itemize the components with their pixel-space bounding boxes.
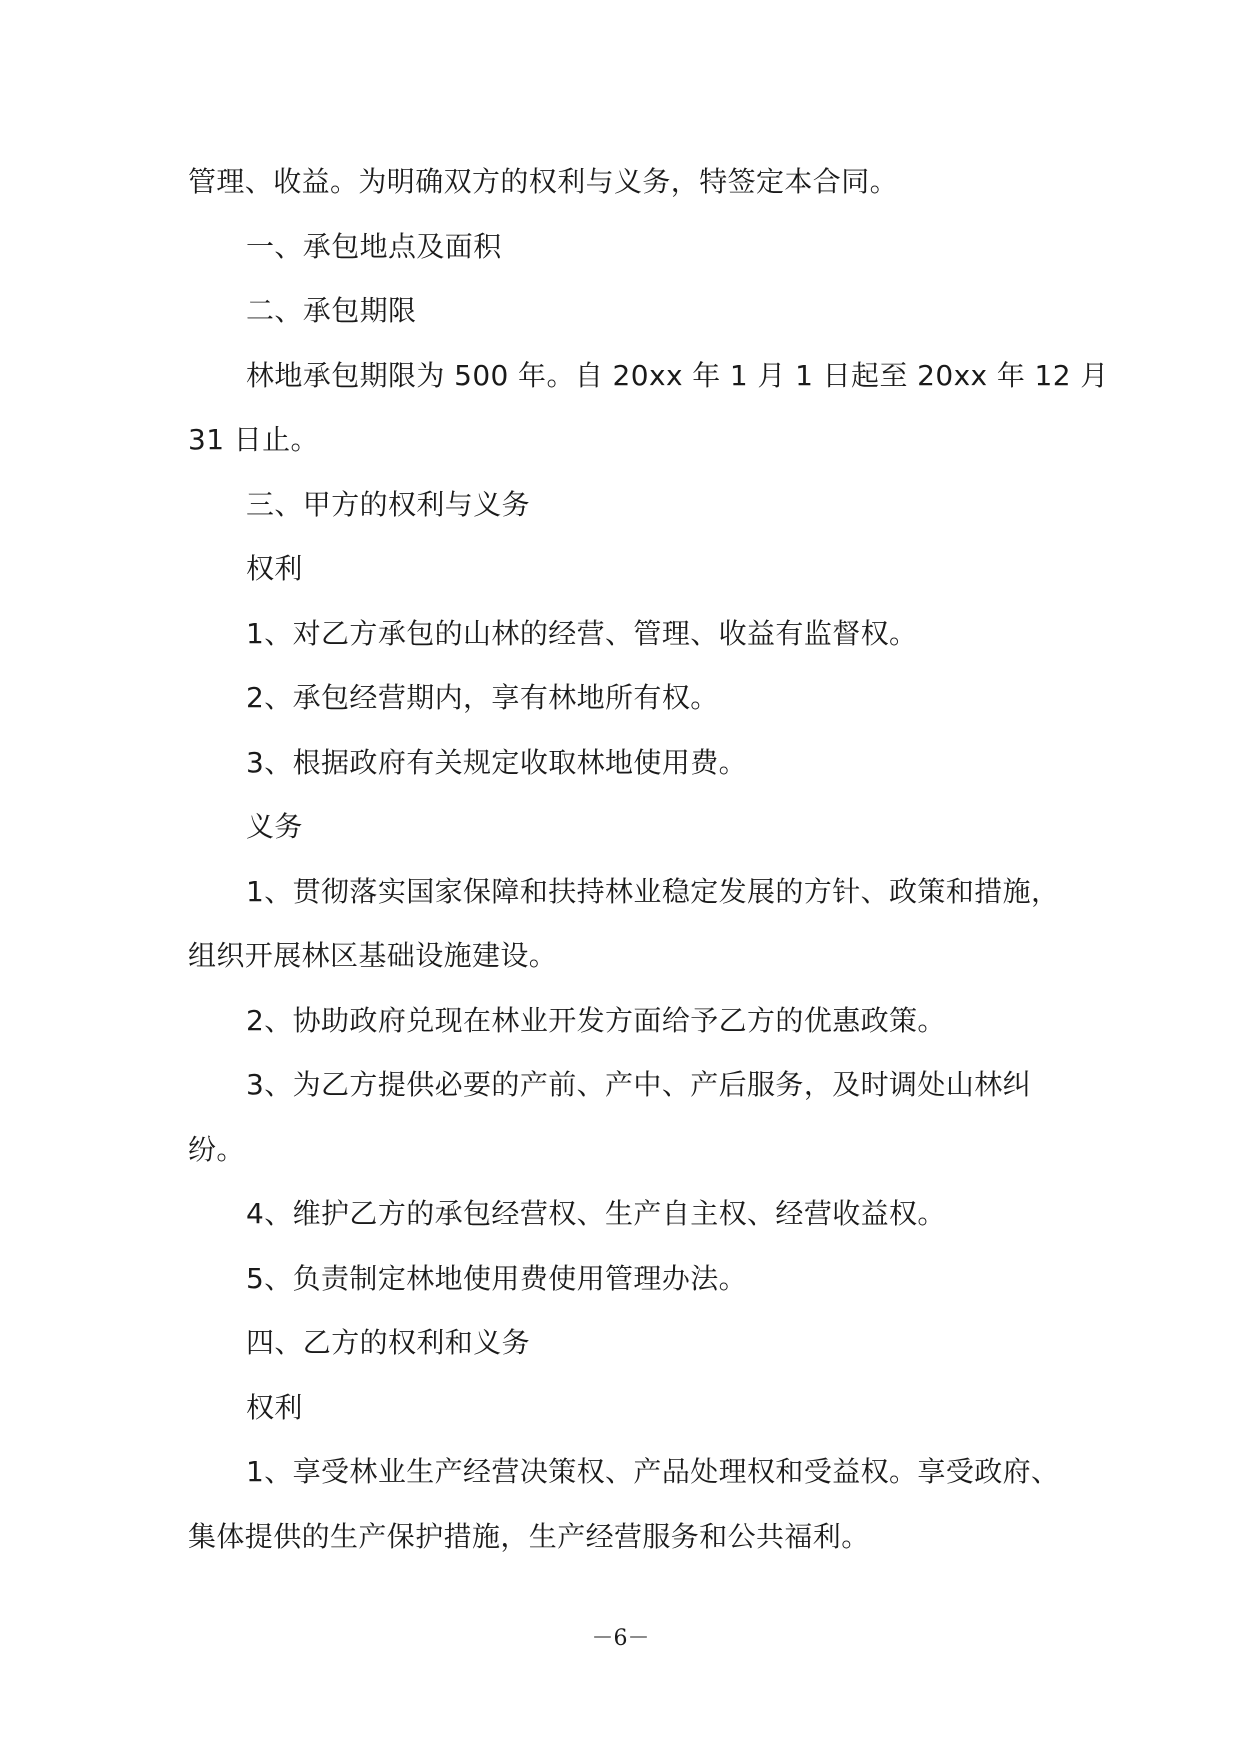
list-item: 5、负责制定林地使用费使用管理办法。 [246,1261,748,1295]
subheading-rights: 权利 [246,552,303,585]
subheading-obligations: 义务 [246,810,303,843]
paragraph-line: 纷。 [188,1132,245,1166]
section-heading-location-area: 一、承包地点及面积 [246,229,502,263]
list-item: 2、承包经营期内，享有林地所有权。 [246,681,719,714]
section-heading-party-b: 四、乙方的权利和义务 [246,1326,531,1359]
document-body [188,150,1109,1569]
list-item: 3、为乙方提供必要的产前、产中、产后服务，及时调处山林纠 [246,1068,1032,1101]
list-item: 4、维护乙方的承包经营权、生产自主权、经营收益权。 [246,1197,946,1230]
section-heading-party-a: 三、甲方的权利与义务 [246,487,531,521]
list-item: 1、享受林业生产经营决策权、产品处理权和受益权。享受政府、 [246,1455,1060,1488]
subheading-rights: 权利 [246,1390,303,1424]
paragraph-line: 集体提供的生产保护措施，生产经营服务和公共福利。 [188,1519,870,1553]
list-item: 1、贯彻落实国家保障和扶持林业稳定发展的方针、政策和措施， [246,874,1060,908]
page-number: －6－ [591,1626,650,1651]
section-heading-term: 二、承包期限 [246,294,417,327]
paragraph-line: 组织开展林区基础设施建设。 [188,939,558,972]
paragraph-line: 31 日止。 [188,423,319,456]
paragraph-line: 林地承包期限为 500 年。自 20xx 年 1 月 1 日起至 20xx 年 12 月 [246,358,1109,392]
list-item: 1、对乙方承包的山林的经营、管理、收益有监督权。 [246,616,918,650]
list-item: 3、根据政府有关规定收取林地使用费。 [246,745,748,779]
list-item: 2、协助政府兑现在林业开发方面给予乙方的优惠政策。 [246,1003,946,1037]
paragraph-line: 管理、收益。为明确双方的权利与义务，特签定本合同。 [188,165,899,198]
